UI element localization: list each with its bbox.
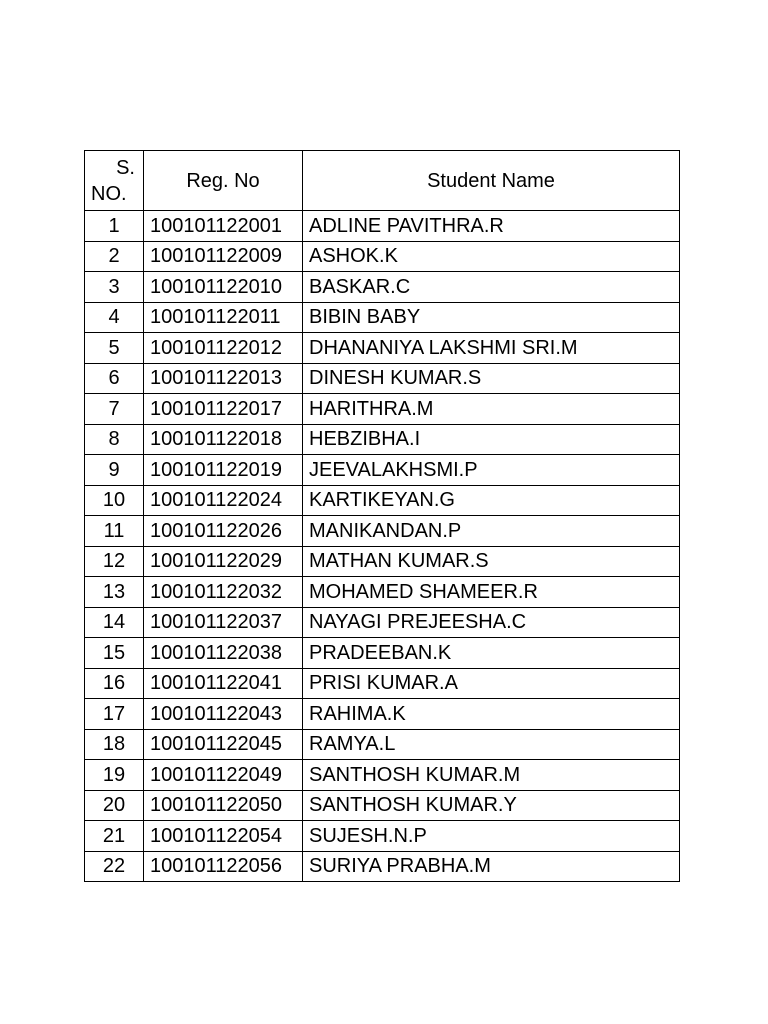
- cell-student-name: DHANANIYA LAKSHMI SRI.M: [303, 333, 680, 364]
- table-row: [85, 272, 680, 303]
- cell-student-name: PRISI KUMAR.A: [303, 668, 680, 699]
- cell-reg-no: 100101122054: [144, 821, 303, 852]
- cell-sno: 18: [85, 729, 144, 760]
- cell-sno: 11: [85, 516, 144, 547]
- cell-student-name: NAYAGI PREJEESHA.C: [303, 607, 680, 638]
- table-row: [85, 363, 680, 394]
- cell-sno: 22: [85, 851, 144, 882]
- cell-reg-no: 100101122043: [144, 699, 303, 730]
- table-row: [85, 424, 680, 455]
- table-body: [85, 211, 680, 882]
- table-row: [85, 760, 680, 791]
- cell-sno: 2: [85, 241, 144, 272]
- table-row: [85, 821, 680, 852]
- cell-student-name: DINESH KUMAR.S: [303, 363, 680, 394]
- header-sno: [85, 151, 144, 211]
- cell-student-name: MATHAN KUMAR.S: [303, 546, 680, 577]
- header-row: [85, 151, 680, 211]
- header-sno-line2: NO.: [91, 182, 127, 205]
- table-row: [85, 729, 680, 760]
- cell-student-name: BASKAR.C: [303, 272, 680, 303]
- cell-student-name: SANTHOSH KUMAR.M: [303, 760, 680, 791]
- table-row: [85, 577, 680, 608]
- cell-sno: 19: [85, 760, 144, 791]
- table-row: [85, 333, 680, 364]
- cell-student-name: SURIYA PRABHA.M: [303, 851, 680, 882]
- cell-reg-no: 100101122029: [144, 546, 303, 577]
- student-table: [84, 150, 680, 882]
- table-row: [85, 546, 680, 577]
- cell-sno: 21: [85, 821, 144, 852]
- cell-reg-no: 100101122018: [144, 424, 303, 455]
- cell-reg-no: 100101122011: [144, 302, 303, 333]
- header-reg-no: Reg. No: [144, 151, 303, 211]
- cell-reg-no: 100101122026: [144, 516, 303, 547]
- table-row: [85, 699, 680, 730]
- cell-reg-no: 100101122041: [144, 668, 303, 699]
- table-row: [85, 638, 680, 669]
- table-row: [85, 790, 680, 821]
- cell-student-name: KARTIKEYAN.G: [303, 485, 680, 516]
- cell-reg-no: 100101122045: [144, 729, 303, 760]
- cell-sno: 12: [85, 546, 144, 577]
- cell-reg-no: 100101122012: [144, 333, 303, 364]
- cell-sno: 4: [85, 302, 144, 333]
- cell-reg-no: 100101122010: [144, 272, 303, 303]
- cell-sno: 3: [85, 272, 144, 303]
- cell-sno: 10: [85, 485, 144, 516]
- cell-student-name: ASHOK.K: [303, 241, 680, 272]
- table-header: [85, 151, 680, 211]
- table-row: [85, 394, 680, 425]
- table-row: [85, 485, 680, 516]
- cell-student-name: ADLINE PAVITHRA.R: [303, 211, 680, 242]
- table-row: [85, 455, 680, 486]
- cell-sno: 7: [85, 394, 144, 425]
- cell-student-name: MOHAMED SHAMEER.R: [303, 577, 680, 608]
- cell-reg-no: 100101122024: [144, 485, 303, 516]
- cell-sno: 20: [85, 790, 144, 821]
- cell-student-name: RAHIMA.K: [303, 699, 680, 730]
- cell-student-name: PRADEEBAN.K: [303, 638, 680, 669]
- cell-reg-no: 100101122019: [144, 455, 303, 486]
- cell-reg-no: 100101122001: [144, 211, 303, 242]
- cell-reg-no: 100101122013: [144, 363, 303, 394]
- cell-reg-no: 100101122037: [144, 607, 303, 638]
- table-row: [85, 607, 680, 638]
- cell-student-name: HARITHRA.M: [303, 394, 680, 425]
- cell-student-name: SANTHOSH KUMAR.Y: [303, 790, 680, 821]
- cell-reg-no: 100101122009: [144, 241, 303, 272]
- cell-student-name: BIBIN BABY: [303, 302, 680, 333]
- cell-sno: 17: [85, 699, 144, 730]
- header-sno-line1: S.: [116, 156, 135, 179]
- cell-sno: 15: [85, 638, 144, 669]
- table-row: [85, 302, 680, 333]
- cell-sno: 8: [85, 424, 144, 455]
- cell-student-name: JEEVALAKHSMI.P: [303, 455, 680, 486]
- table-row: [85, 668, 680, 699]
- cell-reg-no: 100101122050: [144, 790, 303, 821]
- cell-reg-no: 100101122056: [144, 851, 303, 882]
- cell-reg-no: 100101122032: [144, 577, 303, 608]
- cell-reg-no: 100101122017: [144, 394, 303, 425]
- cell-reg-no: 100101122049: [144, 760, 303, 791]
- cell-sno: 14: [85, 607, 144, 638]
- table-row: [85, 241, 680, 272]
- cell-student-name: MANIKANDAN.P: [303, 516, 680, 547]
- header-student-name: Student Name: [303, 151, 680, 211]
- cell-student-name: HEBZIBHA.I: [303, 424, 680, 455]
- cell-sno: 9: [85, 455, 144, 486]
- table-row: [85, 516, 680, 547]
- cell-student-name: RAMYA.L: [303, 729, 680, 760]
- cell-student-name: SUJESH.N.P: [303, 821, 680, 852]
- cell-sno: 16: [85, 668, 144, 699]
- table-row: [85, 211, 680, 242]
- cell-sno: 5: [85, 333, 144, 364]
- cell-sno: 6: [85, 363, 144, 394]
- cell-reg-no: 100101122038: [144, 638, 303, 669]
- cell-sno: 1: [85, 211, 144, 242]
- table-row: [85, 851, 680, 882]
- cell-sno: 13: [85, 577, 144, 608]
